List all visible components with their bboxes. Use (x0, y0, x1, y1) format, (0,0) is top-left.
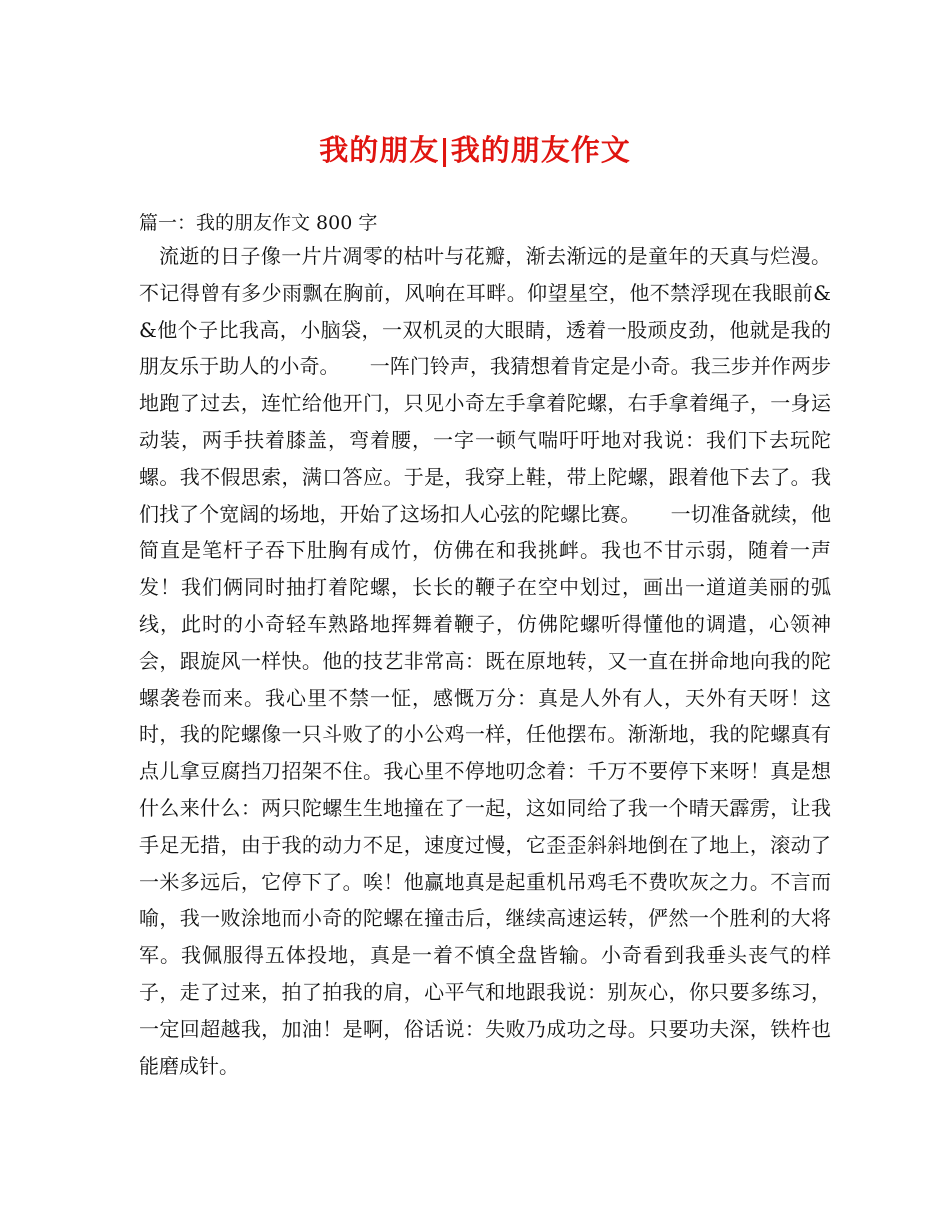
section-heading: 篇一：我的朋友作文 800 字 (139, 212, 378, 234)
body-paragraph: 流逝的日子像一片片凋零的枯叶与花瓣，渐去渐远的是童年的天真与烂漫。不记得曾有多少雨飘在胸前，风响在耳畔。仰望星空，他不禁浮现在我眼前&&他个子比我高，小脑袋，一双机灵的大眼睛，透着一股顽皮劲，他就是我的朋友乐于助人的小奇。 一阵门铃声，我猜想着肯定是小奇。我三步并作两步地跑了过去，连忙给他开门，只见小奇左手拿着陀螺，右手拿着绳子，一身运动装，两手扶着膝盖，弯着腰，一字一顿气喘吁吁地对我说：我们下去玩陀螺。我不假思索，满口答应。于是，我穿上鞋，带上陀螺，跟着他下去了。我们找了个宽阔的场地，开始了这场扣人心弦的陀螺比赛。 一切准备就续，他简直是笔杆子吞下肚胸有成竹，仿佛在和我挑衅。我也不甘示弱，随着一声发！我们俩同时抽打着陀螺，长长的鞭子在空中划过，画出一道道美丽的弧线，此时的小奇轻车熟路地挥舞着鞭子，仿佛陀螺听得懂他的调遣，心领神会，跟旋风一样快。他的技艺非常高：既在原地转，又一直在拼命地向我的陀螺袭卷而来。我心里不禁一怔，感慨万分：真是人外有人，天外有天呀！这时，我的陀螺像一只斗败了的小公鸡一样，任他摆布。渐渐地，我的陀螺真有点儿拿豆腐挡刀招架不住。我心里不停地叨念着：千万不要停下来呀！真是想什么来什么：两只陀螺生生地撞在了一起，这如同给了我一个晴天霹雳，让我手足无措，由于我的动力不足，速度过慢，它歪歪斜斜地倒在了地上，滚动了一米多远后，它停下了。唉！他赢地真是起重机吊鸡毛不费吹灰之力。不言而喻，我一败涂地而小奇的陀螺在撞击后，继续高速运转，俨然一个胜利的大将军。我佩服得五体投地，真是一着不慎全盘皆输。小奇看到我垂头丧气的样子，走了过来，拍了拍我的肩，心平气和地跟我说：别灰心，你只要多练习，一定回超越我，加油！是啊，俗话说：失败乃成功之母。只要功夫深，铁杵也能磨成针。 (139, 244, 831, 1078)
document-title: 我的朋友|我的朋友作文 (319, 133, 631, 167)
